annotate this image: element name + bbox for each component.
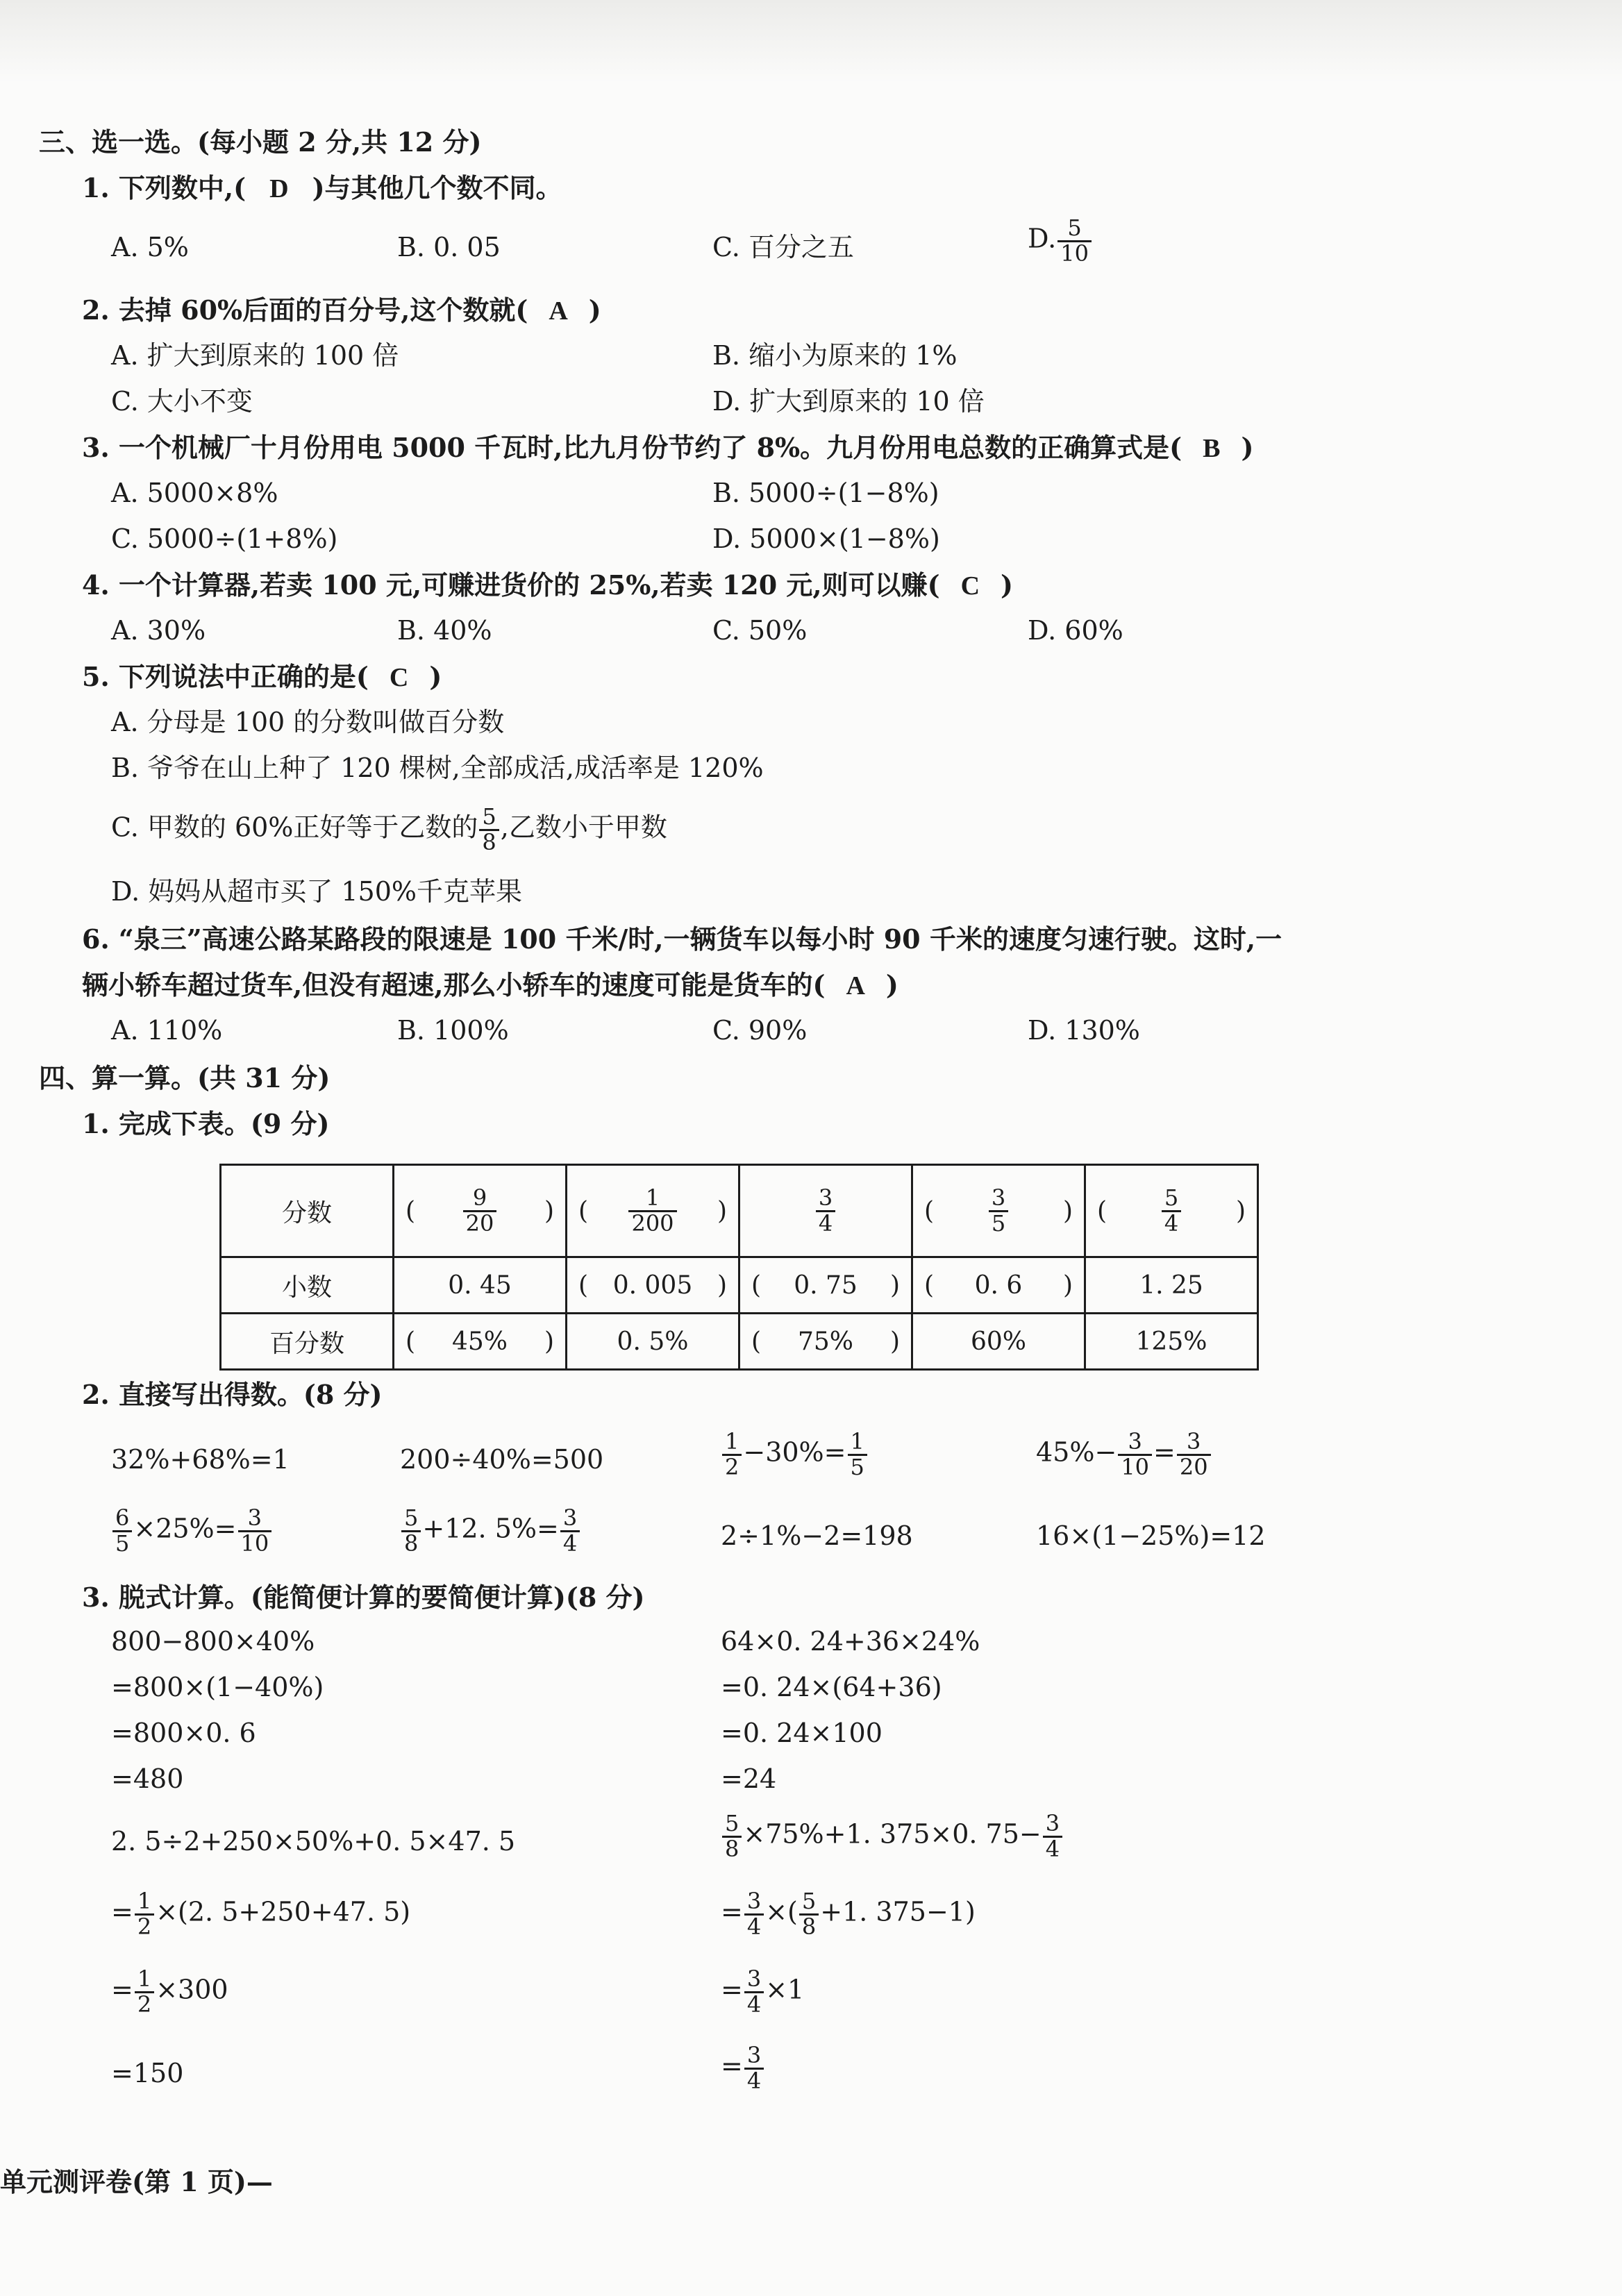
q1-option-b: B. 0. 05 <box>397 232 501 262</box>
question-6-line-1: 6. “泉三”高速公路某路段的限速是 100 千米/时,一辆货车以每小时 90 千米的速度匀速行驶。这时,一 <box>82 923 1282 955</box>
calc-4: 45%− $\frac{3}{10}$ = $\frac{3}{20}$ <box>1036 1430 1212 1479</box>
q4-option-a: A. 30% <box>111 615 206 646</box>
work-left-1-line-4: =480 <box>111 1763 184 1794</box>
work-left-1-line-1: 800−800×40% <box>111 1626 315 1657</box>
answer-6: A <box>846 971 865 1000</box>
work-right-2-line-1: $\frac{5}{8}$ ×75%+1. 375×0. 75− $\frac{3}{4}$ <box>721 1812 1064 1861</box>
q2-option-c: C. 大小不变 <box>111 386 253 417</box>
q6-option-b: B. 100% <box>397 1015 509 1046</box>
q6-option-d: D. 130% <box>1028 1015 1140 1046</box>
row-label-decimal: 小数 <box>221 1257 394 1314</box>
section-4-title: 四、算一算。(共 31 分) <box>39 1062 331 1093</box>
q3-option-a: A. 5000×8% <box>111 478 278 508</box>
calc-2: 200÷40%=500 <box>400 1444 604 1475</box>
calc-7: 2÷1%−2=198 <box>721 1520 913 1551</box>
q6-option-c: C. 90% <box>712 1015 808 1046</box>
q5-option-b: B. 爷爷在山上种了 120 棵树,全部成活,成活率是 120% <box>111 753 764 783</box>
work-left-2-line-4: =150 <box>111 2058 184 2088</box>
question-3: 3. 一个机械厂十月份用电 5000 千瓦时,比九月份节约了 8%。九月份用电总数的正确算式是( B ) <box>82 432 1254 463</box>
q3-option-d: D. 5000×(1−8%) <box>712 523 940 554</box>
work-left-2-line-1: 2. 5÷2+250×50%+0. 5×47. 5 <box>111 1826 516 1857</box>
page-footer: 单元测评卷(第 1 页)— <box>0 2166 273 2197</box>
work-right-2-line-4: = $\frac{3}{4}$ <box>721 2044 765 2093</box>
answer-5: C <box>389 663 409 692</box>
table-cell: ( 0. 005 ) <box>567 1257 739 1314</box>
part-2-title: 2. 直接写出得数。(8 分) <box>82 1379 383 1410</box>
calc-1: 32%+68%=1 <box>111 1444 290 1475</box>
work-right-2-line-2: = $\frac{3}{4}$ ×( $\frac{5}{8}$ +1. 375−1) <box>721 1888 976 1940</box>
work-right-1-line-3: =0. 24×100 <box>721 1718 883 1748</box>
table-cell: $\frac{3}{4}$ <box>739 1165 912 1257</box>
question-4: 4. 一个计算器,若卖 100 元,可赚进货价的 25%,若卖 120 元,则可以赚( C ) <box>82 569 1014 601</box>
table-cell: ( 0. 75 ) <box>739 1257 912 1314</box>
table-cell: ( 75% ) <box>739 1314 912 1370</box>
table-cell: ( 45% ) <box>394 1314 567 1370</box>
q5-option-d: D. 妈妈从超市买了 150%千克苹果 <box>111 876 522 907</box>
answer-1: D <box>269 174 289 203</box>
work-right-2-line-3: = $\frac{3}{4}$ ×1 <box>721 1966 805 2018</box>
answer-2: A <box>549 296 568 326</box>
table-row-percent <box>221 1314 1258 1370</box>
table-cell: ( 0. 6 ) <box>912 1257 1085 1314</box>
question-6-line-2: 辆小轿车超过货车,但没有超速,那么小轿车的速度可能是货车的( A ) <box>82 969 898 1000</box>
table-cell: ( $\frac{3}{5}$ ) <box>912 1165 1085 1257</box>
work-left-2-line-2: = $\frac{1}{2}$ ×(2. 5+250+47. 5) <box>111 1888 411 1940</box>
work-left-2-line-3: = $\frac{1}{2}$ ×300 <box>111 1966 228 2018</box>
q3-option-c: C. 5000÷(1+8%) <box>111 523 338 554</box>
work-right-1-line-1: 64×0. 24+36×24% <box>721 1626 980 1657</box>
q2-option-a: A. 扩大到原来的 100 倍 <box>111 340 399 371</box>
q4-option-c: C. 50% <box>712 615 808 646</box>
calc-8: 16×(1−25%)=12 <box>1036 1520 1266 1551</box>
answer-3: B <box>1203 434 1221 463</box>
part-3-title: 3. 脱式计算。(能简便计算的要简便计算)(8 分) <box>82 1582 645 1613</box>
table-cell: 0. 45 <box>394 1257 567 1314</box>
part-1-title: 1. 完成下表。(9 分) <box>82 1108 330 1139</box>
table-cell: ( $\frac{5}{4}$ ) <box>1085 1165 1258 1257</box>
conversion-table <box>219 1164 1259 1371</box>
scan-shadow <box>0 0 1622 83</box>
table-cell: 1. 25 <box>1085 1257 1258 1314</box>
work-right-1-line-4: =24 <box>721 1763 777 1794</box>
q1-option-d: D. $\frac{5}{10}$ <box>1028 217 1093 265</box>
question-2: 2. 去掉 60%后面的百分号,这个数就( A ) <box>82 294 601 326</box>
q6-option-a: A. 110% <box>111 1015 223 1046</box>
calc-6: $\frac{5}{8}$ +12. 5%= $\frac{3}{4}$ <box>400 1507 581 1555</box>
q2-option-d: D. 扩大到原来的 10 倍 <box>712 386 985 417</box>
table-row-fraction <box>221 1165 1258 1257</box>
q4-option-b: B. 40% <box>397 615 492 646</box>
row-label-fraction: 分数 <box>221 1165 394 1257</box>
work-right-1-line-2: =0. 24×(64+36) <box>721 1672 942 1702</box>
answer-4: C <box>960 571 980 601</box>
q2-option-b: B. 缩小为原来的 1% <box>712 340 958 371</box>
work-left-1-line-2: =800×(1−40%) <box>111 1672 324 1702</box>
q3-option-b: B. 5000÷(1−8%) <box>712 478 939 508</box>
work-left-1-line-3: =800×0. 6 <box>111 1718 256 1748</box>
question-1: 1. 下列数中,( D )与其他几个数不同。 <box>82 172 562 203</box>
table-cell: ( $\frac{1}{200}$ ) <box>567 1165 739 1257</box>
q5-option-c: C. 甲数的 60%正好等于乙数的 $\frac{5}{8}$ ,乙数小于甲数 <box>111 803 667 855</box>
calc-5: $\frac{6}{5}$ ×25%= $\frac{3}{10}$ <box>111 1507 273 1555</box>
question-5: 5. 下列说法中正确的是( C ) <box>82 661 442 692</box>
row-label-percent: 百分数 <box>221 1314 394 1370</box>
q4-option-d: D. 60% <box>1028 615 1123 646</box>
table-cell: ( $\frac{9}{20}$ ) <box>394 1165 567 1257</box>
calc-3: $\frac{1}{2}$ −30%= $\frac{1}{5}$ <box>721 1430 869 1479</box>
table-cell: 0. 5% <box>567 1314 739 1370</box>
table-row-decimal <box>221 1257 1258 1314</box>
table-cell: 125% <box>1085 1314 1258 1370</box>
section-3-title: 三、选一选。(每小题 2 分,共 12 分) <box>39 126 482 158</box>
q1-option-a: A. 5% <box>111 232 189 262</box>
q1-option-c: C. 百分之五 <box>712 232 854 262</box>
q5-option-a: A. 分母是 100 的分数叫做百分数 <box>111 707 505 737</box>
table-cell: 60% <box>912 1314 1085 1370</box>
